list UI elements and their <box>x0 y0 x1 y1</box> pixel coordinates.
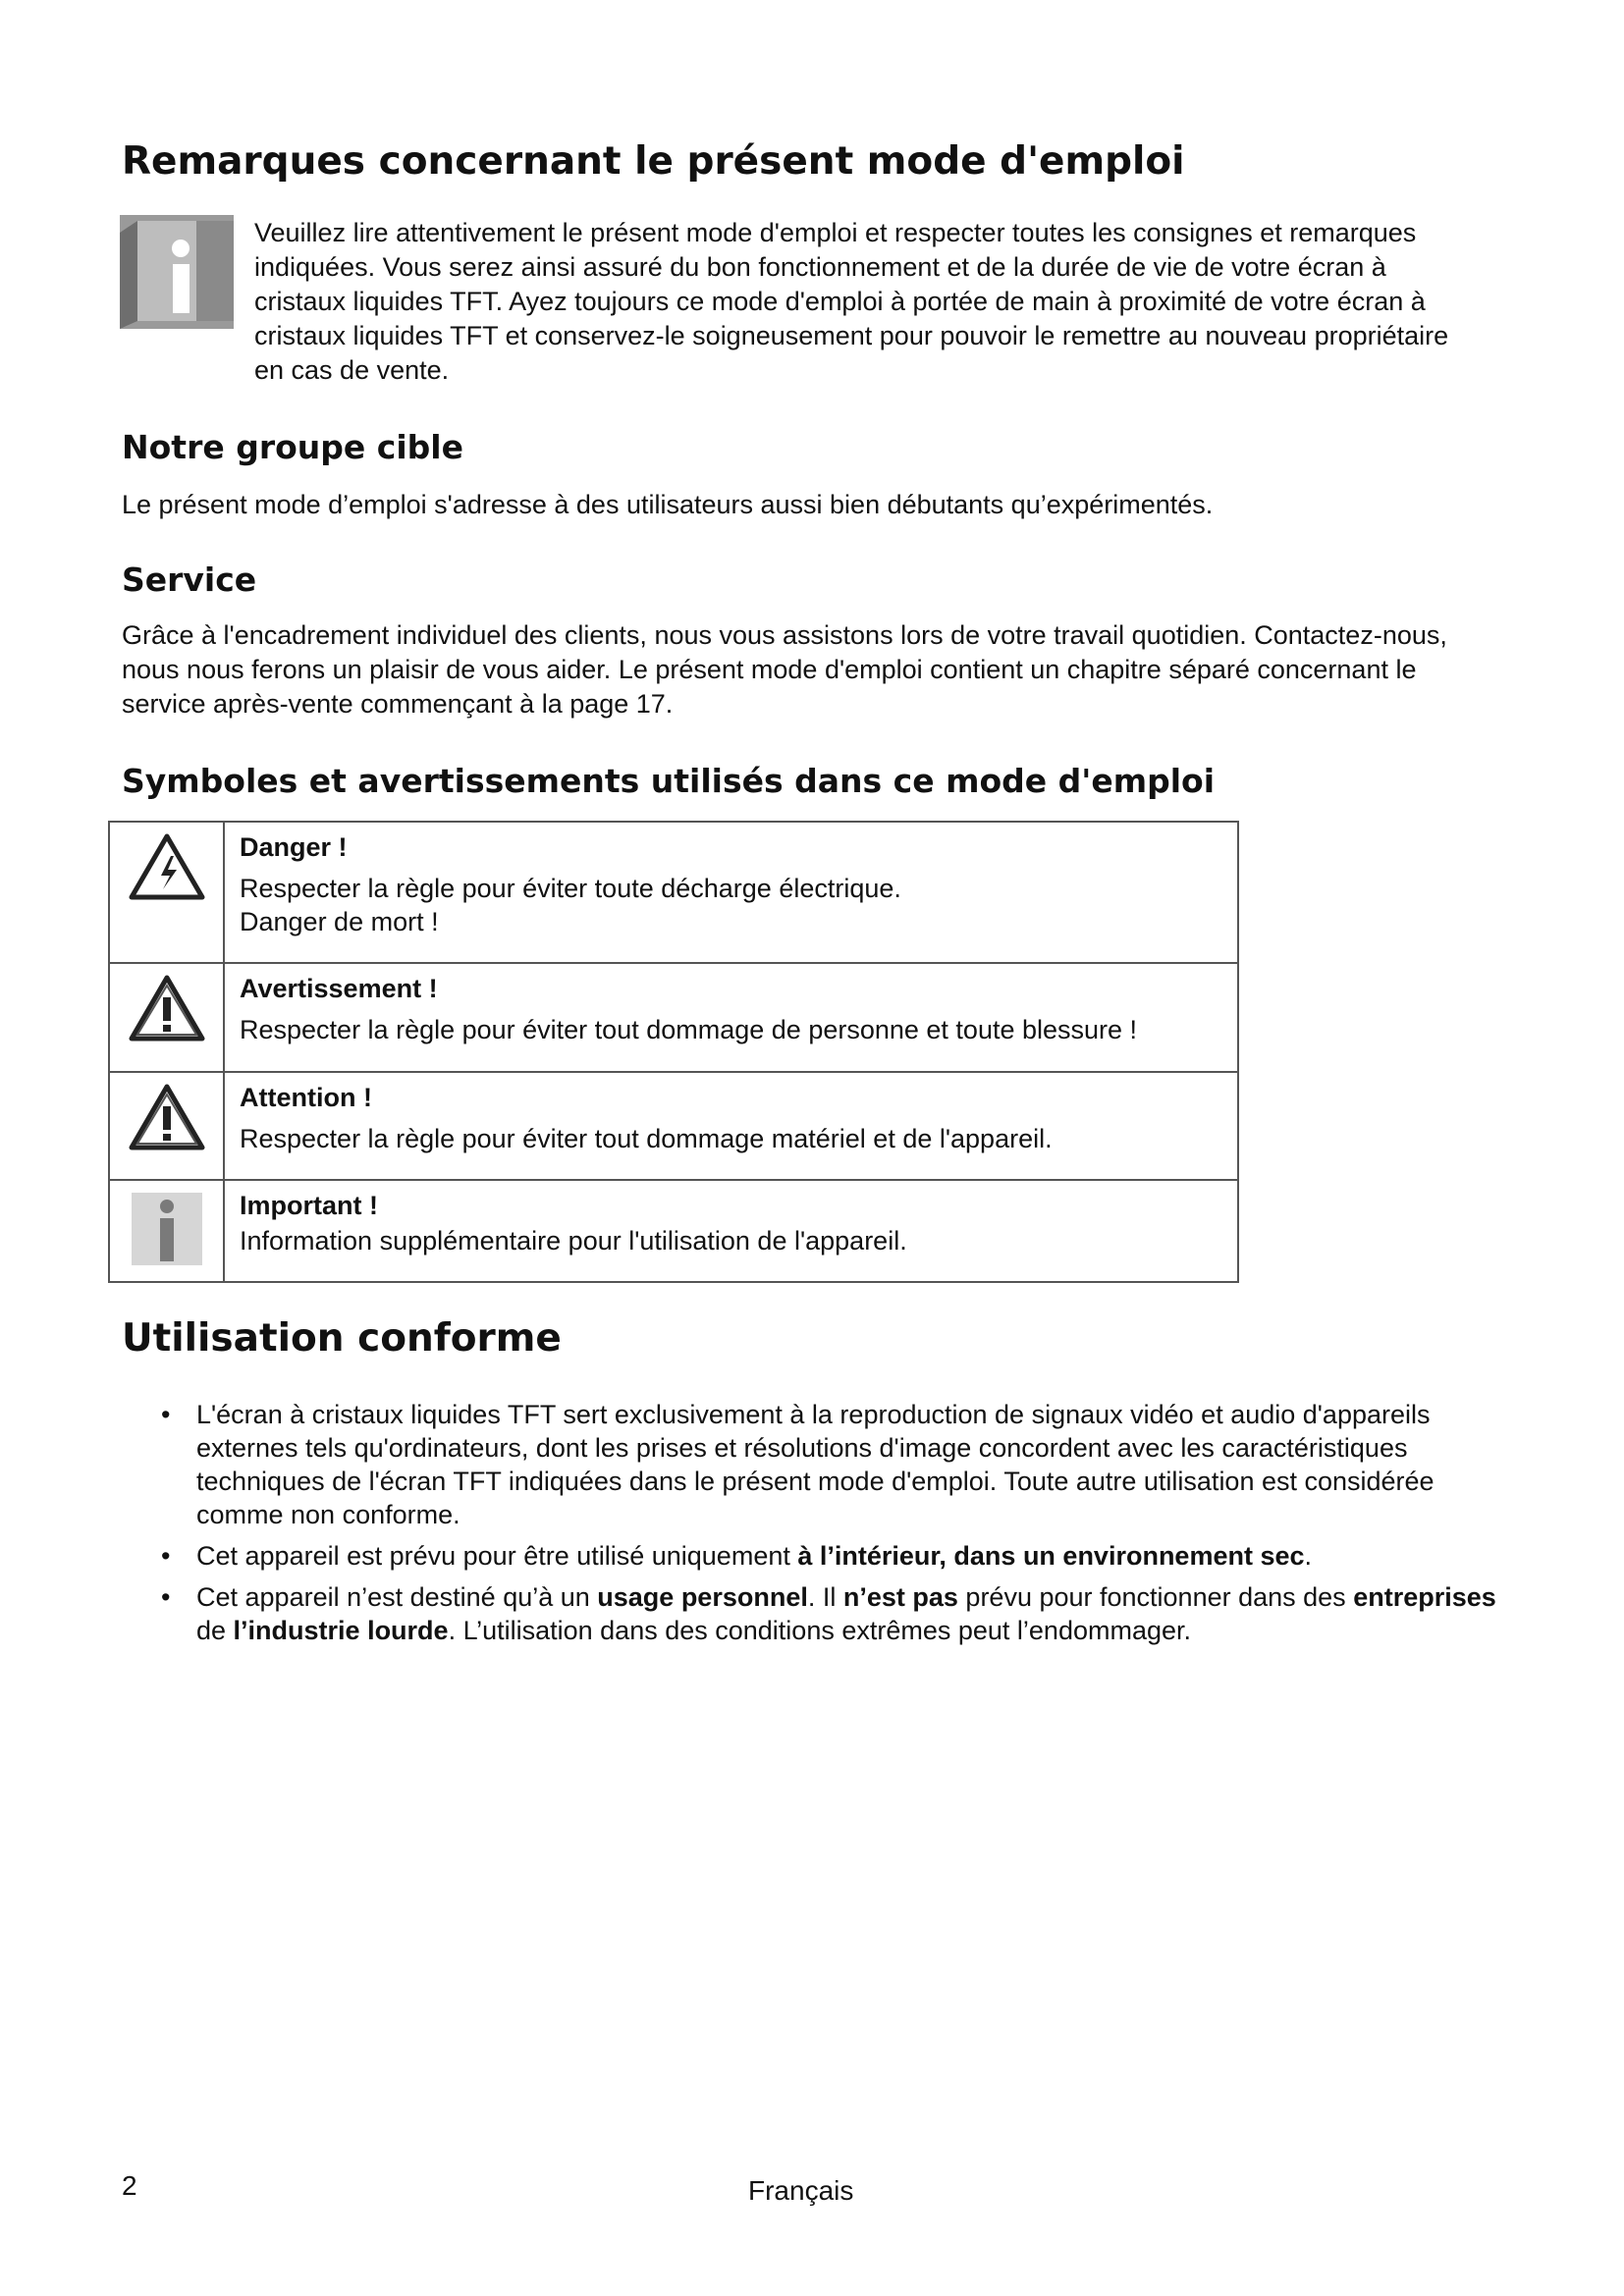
list-item-text: . <box>1304 1541 1313 1571</box>
bullet: • <box>161 1400 171 1429</box>
target-group-paragraph: Le présent mode d’emploi s'adresse à des utilisateurs aussi bien débutants qu’expérimentés. <box>122 490 1214 519</box>
exclamation-warning-icon <box>128 1083 206 1151</box>
symbol-row-warning <box>109 963 1238 1072</box>
symbol-description: Respecter la règle pour éviter toute décharge électrique. <box>240 874 901 903</box>
symbol-title: Important ! <box>240 1191 378 1220</box>
symbol-title: Avertissement ! <box>240 974 438 1003</box>
symbol-title: Danger ! <box>240 832 348 862</box>
symbol-title: Attention ! <box>240 1083 372 1112</box>
intro-paragraph: Veuillez lire attentivement le présent mode d'emploi et respecter toutes les consignes et remarques indiquées. Vous serez ainsi assuré du bon fonctionnement et de la durée de vie de votre écran à cristaux liquides TFT. Ayez toujours ce mode d'emploi à portée de main à proximité de votre écran à cristaux liquides TFT et conservez-le soigneusement pour pouvoir le remettre au nouveau propriétaire en cas de vente. <box>254 218 1449 385</box>
list-item-text: prévu pour fonctionner dans des <box>957 1582 1354 1612</box>
list-item <box>122 1398 1496 1531</box>
electric-warning-icon <box>128 832 206 901</box>
bullet: • <box>161 1541 171 1571</box>
page-title: Remarques concernant le présent mode d'emploi <box>122 139 1185 184</box>
service-paragraph: Grâce à l'encadrement individuel des clients, nous vous assistons lors de votre travail quotidien. Contactez-nous, nous nous ferons un plaisir de vous aider. Le présent mode d'emploi contient un chapitre séparé concernant le service après-vente commençant à la page 17. <box>122 620 1447 719</box>
symbol-row-important <box>109 1180 1238 1282</box>
list-item-emphasis: entreprises <box>1353 1582 1496 1612</box>
symbol-row-danger <box>109 822 1238 963</box>
list-item-text: de <box>196 1616 234 1645</box>
service-heading: Service <box>122 561 257 599</box>
manual-info-icon <box>120 215 234 329</box>
symbols-table <box>108 821 1239 1283</box>
footer-language: Français <box>748 2175 854 2206</box>
list-item-emphasis: usage personnel <box>597 1582 808 1612</box>
bullet: • <box>161 1582 171 1612</box>
symbol-description: Respecter la règle pour éviter tout dommage de personne et toute blessure ! <box>240 1015 1138 1044</box>
usage-heading: Utilisation conforme <box>122 1316 562 1361</box>
list-item-emphasis: à l’intérieur, dans un environnement sec <box>797 1541 1305 1571</box>
target-group-heading: Notre groupe cible <box>122 428 463 466</box>
list-item-text: . Il <box>807 1582 843 1612</box>
list-item-text: . L’utilisation dans des conditions extrêmes peut l’endommager. <box>448 1616 1192 1645</box>
list-item <box>122 1539 1496 1573</box>
list-item-emphasis: l’industrie lourde <box>233 1616 449 1645</box>
symbol-description: Respecter la règle pour éviter tout dommage matériel et de l'appareil. <box>240 1124 1053 1153</box>
symbol-description-extra: Danger de mort ! <box>240 907 439 936</box>
symbol-row-attention <box>109 1072 1238 1180</box>
info-icon <box>128 1191 206 1267</box>
symbols-heading: Symboles et avertissements utilisés dans ce mode d'emploi <box>122 762 1216 800</box>
list-item-text: Cet appareil n’est destiné qu’à un <box>196 1582 598 1612</box>
list-item-text: Cet appareil est prévu pour être utilisé uniquement <box>196 1541 798 1571</box>
usage-list <box>122 1398 1496 1655</box>
exclamation-warning-icon <box>128 974 206 1042</box>
page-number: 2 <box>122 2170 137 2201</box>
list-item-emphasis: n’est pas <box>842 1582 958 1612</box>
list-item-text: L'écran à cristaux liquides TFT sert exclusivement à la reproduction de signaux vidéo et audio d'appareils externes tels qu'ordinateurs, dont les prises et résolutions d'image concordent avec les caractéristiques techniques de l'écran TFT indiquées dans le présent mode d'emploi. Toute autre utilisation est considérée comme non conforme. <box>196 1400 1435 1529</box>
symbol-description: Information supplémentaire pour l'utilisation de l'appareil. <box>240 1226 907 1255</box>
list-item <box>122 1580 1496 1647</box>
